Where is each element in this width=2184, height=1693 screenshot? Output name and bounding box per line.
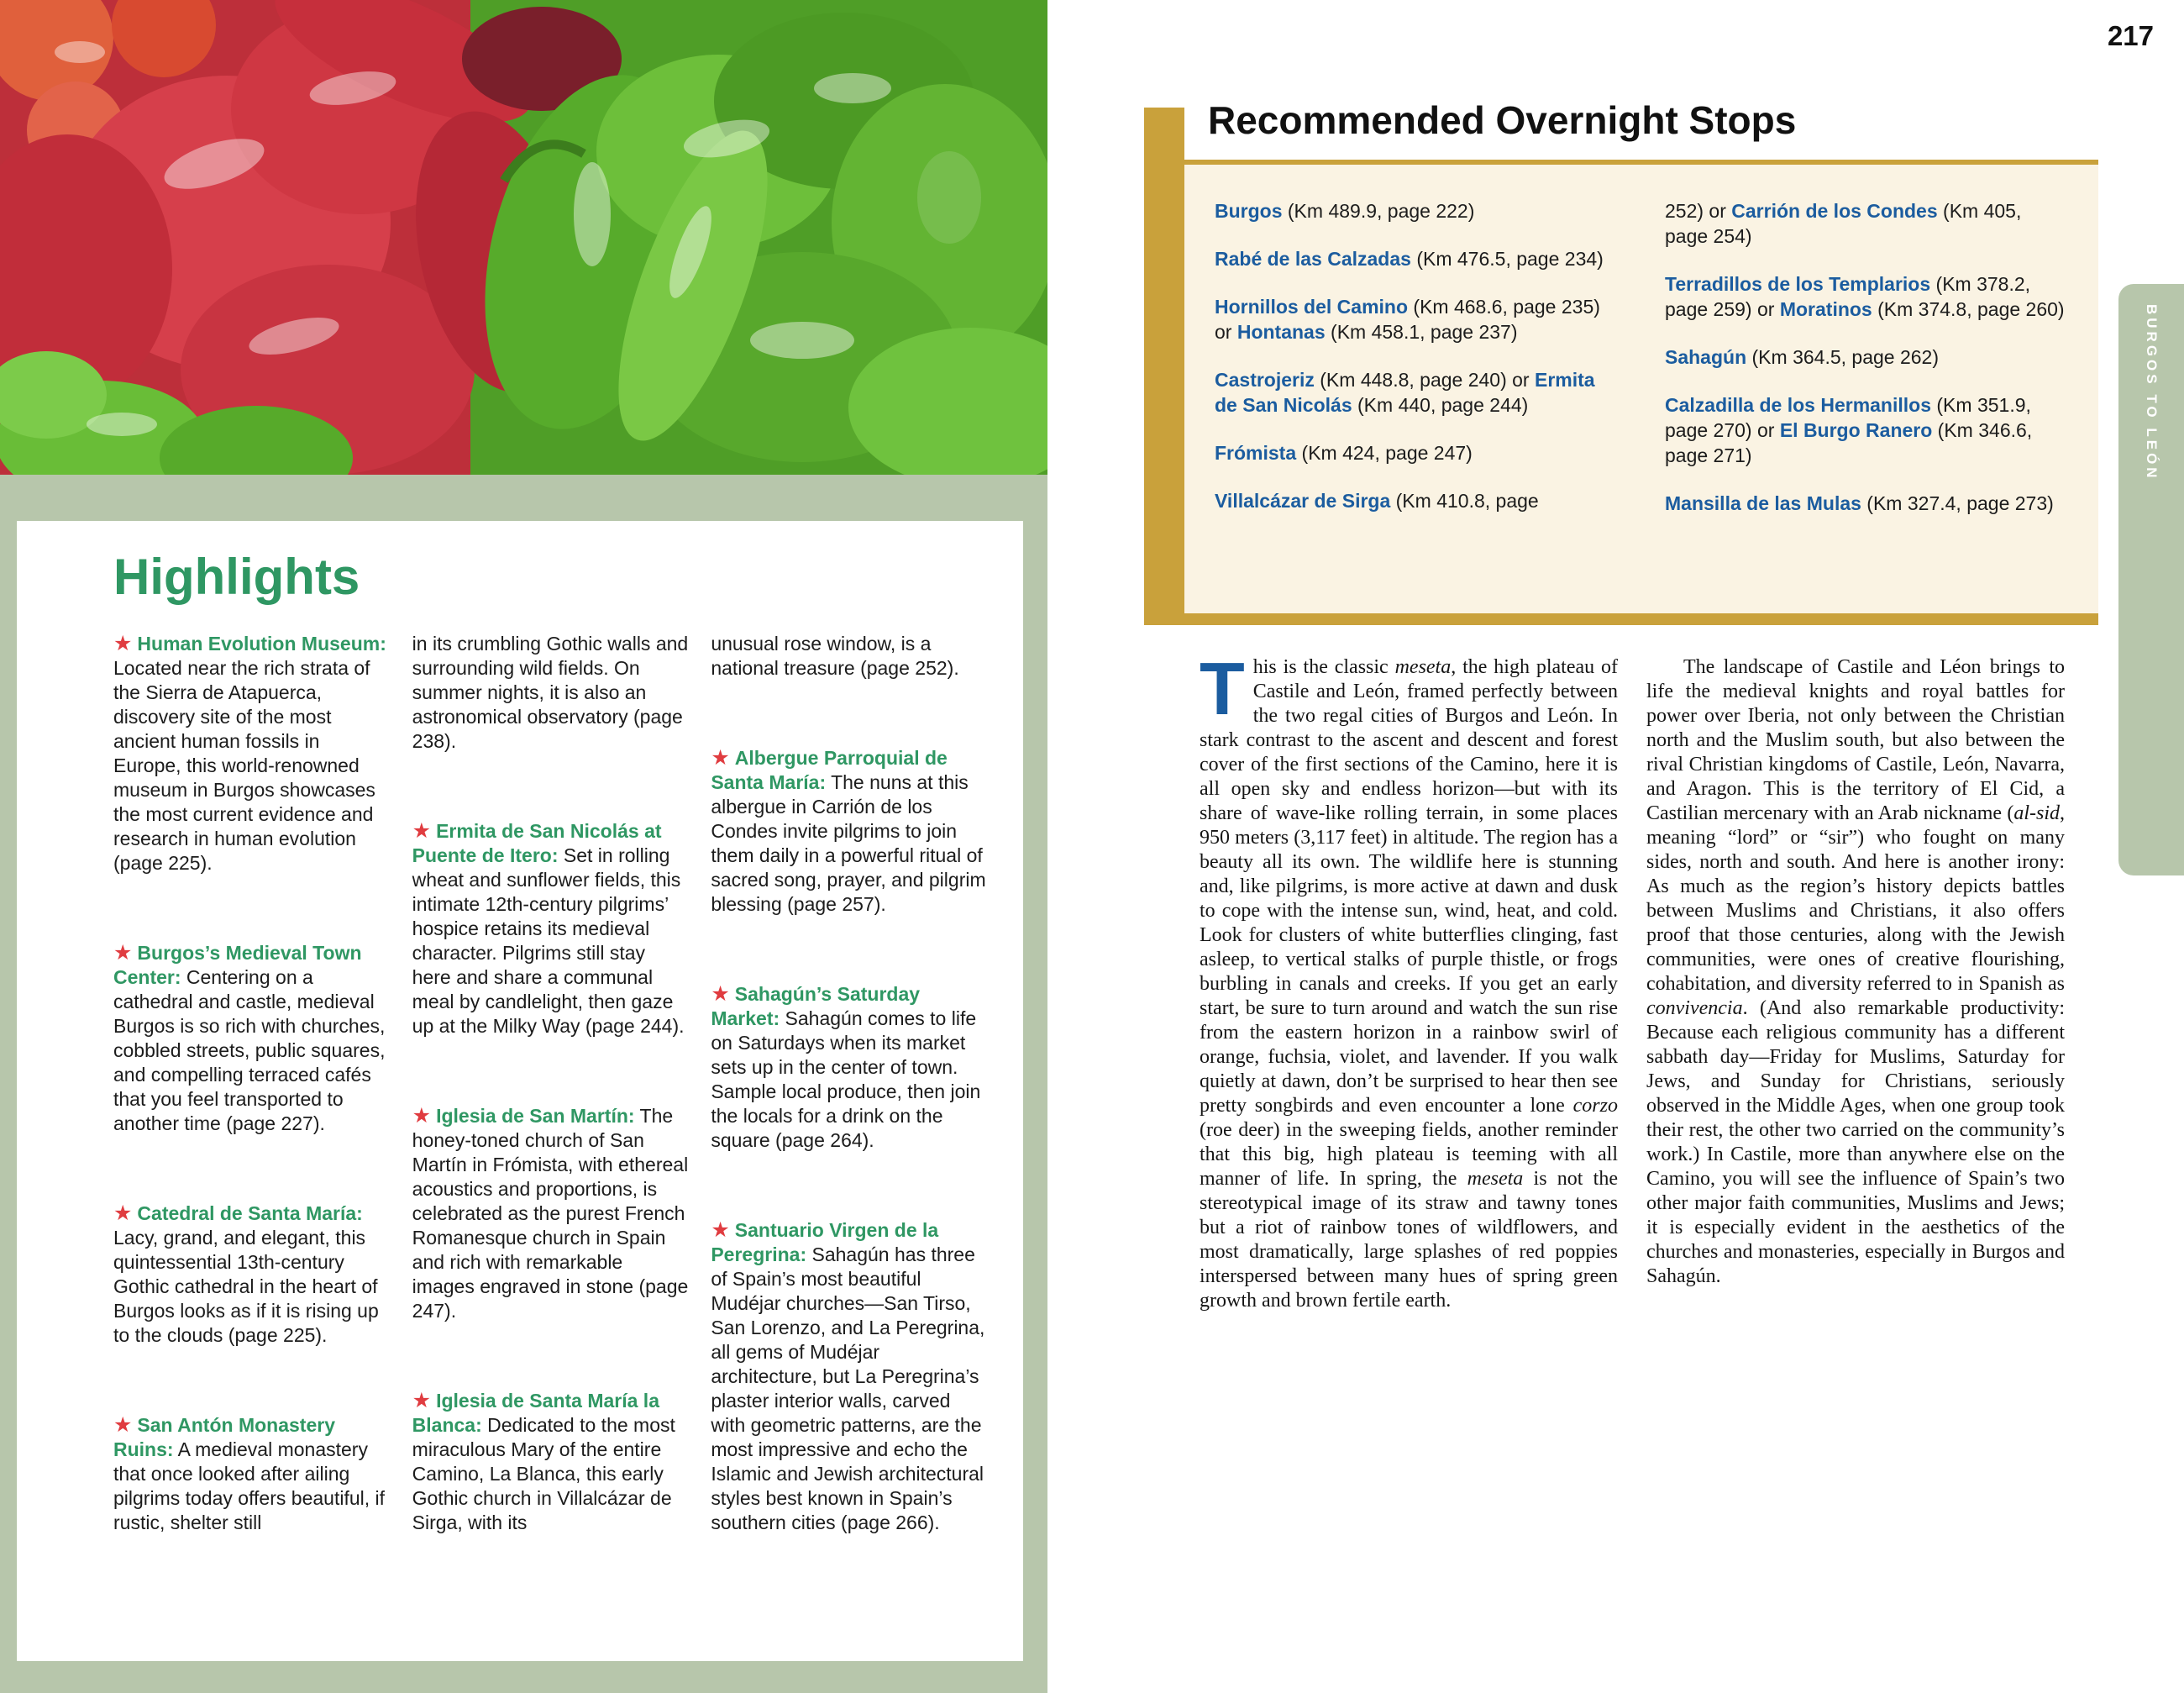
body-paragraph-1 [1200, 647, 1619, 1313]
body-text [1200, 647, 2065, 1313]
star-icon: ★ [711, 1218, 730, 1242]
star-icon: ★ [711, 982, 730, 1006]
peppers-photo [0, 0, 1047, 475]
section-tab [2118, 284, 2184, 875]
body-column-2 [1646, 655, 2065, 1313]
highlights-title: Highlights [113, 549, 360, 605]
star-icon: ★ [412, 819, 432, 843]
highlight-item: ★ Catedral de Santa María: Lacy, grand, and elegant, this quintessential 13th-century Gothic cathedral in the heart of Burgos looks as if it is rising up to the clouds (page 225). [113, 1201, 379, 1346]
highlight-item: ★ Iglesia de Santa María la Blanca: Dedicated to the most miraculous Mary of the entire Camino, La Blanca, this early Gothic church in Villalcázar de Sirga, with its [412, 1389, 675, 1533]
overnight-stops-columns [1215, 198, 2068, 539]
highlight-item: ★ Human Evolution Museum: Located near the rich strata of the Sierra de Atapuerca, discovery site of the most ancient human fossils in Europe, this world-renowned museum in Burgos showcases the most current evidence and research in human evolution (page 225). [113, 632, 386, 874]
highlights-column-1 [113, 632, 391, 1535]
star-icon: ★ [113, 941, 133, 965]
overnight-stop-entry: Rabé de las Calzadas (Km 476.5, page 234) [1215, 248, 1604, 270]
highlight-item: ★ Santuario Virgen de la Peregrina: Sahagún has three of Spain’s most beautiful Mudéjar churches—San Tirso, San Lorenzo, and La Peregrina, all gems of Mudéjar architecture, but La Peregrina’s plaster interior walls, carved with geometric patterns, are the most impressive and echo the Islamic and Jewish architectural styles best known in Spain’s southern cities (page 266). [711, 1218, 985, 1533]
star-icon: ★ [113, 632, 133, 655]
overnight-stops-column-2 [1665, 198, 2068, 539]
highlight-item: ★ Iglesia de San Martín: The honey-toned church of San Martín in Frómista, with ethereal acoustics and proportions, is celebrated as the purest French Romanesque church in Spain and rich with remarkable images engraved in stone (page 247). [412, 1104, 689, 1322]
highlights-column-2 [412, 632, 690, 1535]
overnight-stop-entry: Castrojeriz (Km 448.8, page 240) or Ermita de San Nicolás (Km 440, page 244) [1215, 369, 1595, 416]
highlight-item: ★ Albergue Parroquial de Santa María: The nuns at this albergue in Carrión de los Condes invite pilgrims to join them daily in a powerful ritual of sacred song, prayer, and pilgrim blessing (page 257). [711, 746, 986, 915]
body-paragraph-1-text: his is the classic meseta, the high plateau of Castile and León, framed perfectly between the two regal cities of Burgos and León. In stark contrast to the ascent and descent and forest cover of the first sections of the Camino, here it is all open sky and endless horizon—but with its share of wave-like rolling terrain, in some places 950 meters (3,117 feet) in altitude. The region has a beauty all its own. The wildlife here is stunning and, like pilgrims, is more active at dawn and dusk to cope with the intense sun, wind, heat, and cold. Look for clusters of white butterflies clinging, fast asleep, to vertical stalks of purple thistle, or frogs burbling in canals and creeks. If you get an early start, be sure to turn around and watch the sun rise from the eastern horizon in a rainbow swirl of orange, fuchsia, violet, and lavender. If you walk quietly at dawn, don’t be surprised to hear then see pretty songbirds and even encounter a lone corzo (roe deer) in the sweeping fields, another reminder that this big, high plateau is teeming with all manner of life. In spring, the meseta is not the stereotypical image of its straw and tawny tones but a riot of rainbow tones of wildflowers, and most dramatically, large splashes of red poppies interspersed between many hues of spring green growth and brown fertile earth. [1200, 656, 1619, 1312]
highlight-item: unusual rose window, is a national treasure (page 252). [711, 633, 959, 679]
overnight-stop-entry: 252) or Carrión de los Condes (Km 405, page 254) [1665, 200, 2022, 247]
page-number: 217 [2107, 20, 2154, 51]
box-accent-bar-bottom [1144, 613, 2098, 625]
overnight-stop-entry: Frómista (Km 424, page 247) [1215, 442, 1473, 464]
star-icon: ★ [711, 746, 730, 770]
overnight-stops-title: Recommended Overnight Stops [1208, 98, 1797, 142]
box-accent-bar-vertical [1144, 108, 1184, 623]
drop-cap: T [1200, 647, 1245, 730]
star-icon: ★ [113, 1201, 133, 1225]
overnight-stop-entry: Burgos (Km 489.9, page 222) [1215, 200, 1475, 222]
highlight-item: in its crumbling Gothic walls and surrounding wild fields. On summer nights, it is also an astronomical observatory (page 238). [412, 633, 689, 752]
overnight-stops-box [1184, 165, 2098, 613]
overnight-stop-entry: Mansilla de las Mulas (Km 327.4, page 273) [1665, 492, 2054, 514]
overnight-stop-entry: Villalcázar de Sirga (Km 410.8, page [1215, 490, 1539, 512]
highlights-column-3 [711, 632, 988, 1535]
star-icon: ★ [412, 1104, 432, 1128]
overnight-stop-entry: Sahagún (Km 364.5, page 262) [1665, 346, 1939, 368]
highlight-item: ★ Ermita de San Nicolás at Puente de Itero: Set in rolling wheat and sunflower fields, this intimate 12th-century pilgrims’ hospice retains its medieval character. Pilgrims still stay here and share a communal meal by candlelight, then gaze up at the Milky Way (page 244). [412, 819, 685, 1037]
overnight-stop-entry: Terradillos de los Templarios (Km 378.2, page 259) or Moratinos (Km 374.8, page 260) [1665, 273, 2065, 320]
highlight-item: ★ Burgos’s Medieval Town Center: Centering on a cathedral and castle, medieval Burgos is so rich with churches, cobbled streets, public squares, and compelling terraced cafés that you feel transported to another time (page 227). [113, 941, 386, 1134]
body-column-1 [1200, 647, 1619, 1313]
section-tab-label: BURGOS TO LEÓN [2144, 304, 2160, 481]
overnight-stops-column-1 [1215, 198, 1618, 539]
peppers-illustration [0, 0, 1047, 475]
star-icon: ★ [412, 1389, 432, 1412]
overnight-stop-entry: Calzadilla de los Hermanillos (Km 351.9, page 270) or El Burgo Ranero (Km 346.6, page 271) [1665, 394, 2033, 466]
star-icon: ★ [113, 1413, 133, 1437]
highlights-columns [113, 632, 988, 1535]
highlight-item: ★ San Antón Monastery Ruins: A medieval monastery that once looked after ailing pilgrims today offers beautiful, if rustic, shelter still [113, 1413, 386, 1533]
highlight-item: ★ Sahagún’s Saturday Market: Sahagún comes to life on Saturdays when its market sets up in the center of town. Sample local produce, then join the locals for a drink on the square (page 264). [711, 982, 981, 1151]
highlights-panel [17, 521, 1023, 1661]
overnight-stop-entry: Hornillos del Camino (Km 468.6, page 235) or Hontanas (Km 458.1, page 237) [1215, 296, 1600, 343]
body-paragraph-2: The landscape of Castile and Léon brings to life the medieval knights and royal battles for power over Iberia, not only between the Christian north and the Muslim south, but also between the rival Christian kingdoms of Castile, León, Navarra, and Aragon. This is the territory of El Cid, a Castilian mercenary with an Arab nickname (al-sid, meaning “lord” or “sir”) who fought on many sides, north and south. And here is another irony: As much as the region’s history depicts battles between Muslims and Christians, it also offers proof that those centuries, along with the Jewish communities, were ones of creative flourishing, cohabitation, and diversity referred to in Spanish as convivencia. (And also remarkable productivity: Because each religious community has a different sabbath day—Friday for Muslims, Saturday for Jews, and Sunday for Christians, seriously observed in the Middle Ages, when one group took their rest, the other two carried on the community’s work.) In Castile, more than anywhere else on the Camino, you will see the influence of Spain’s two other major faith communities, Muslims and Jews; it is especially evident in the aesthetics of the churches and monasteries, especially in Burgos and Sahagún. [1646, 656, 2065, 1287]
